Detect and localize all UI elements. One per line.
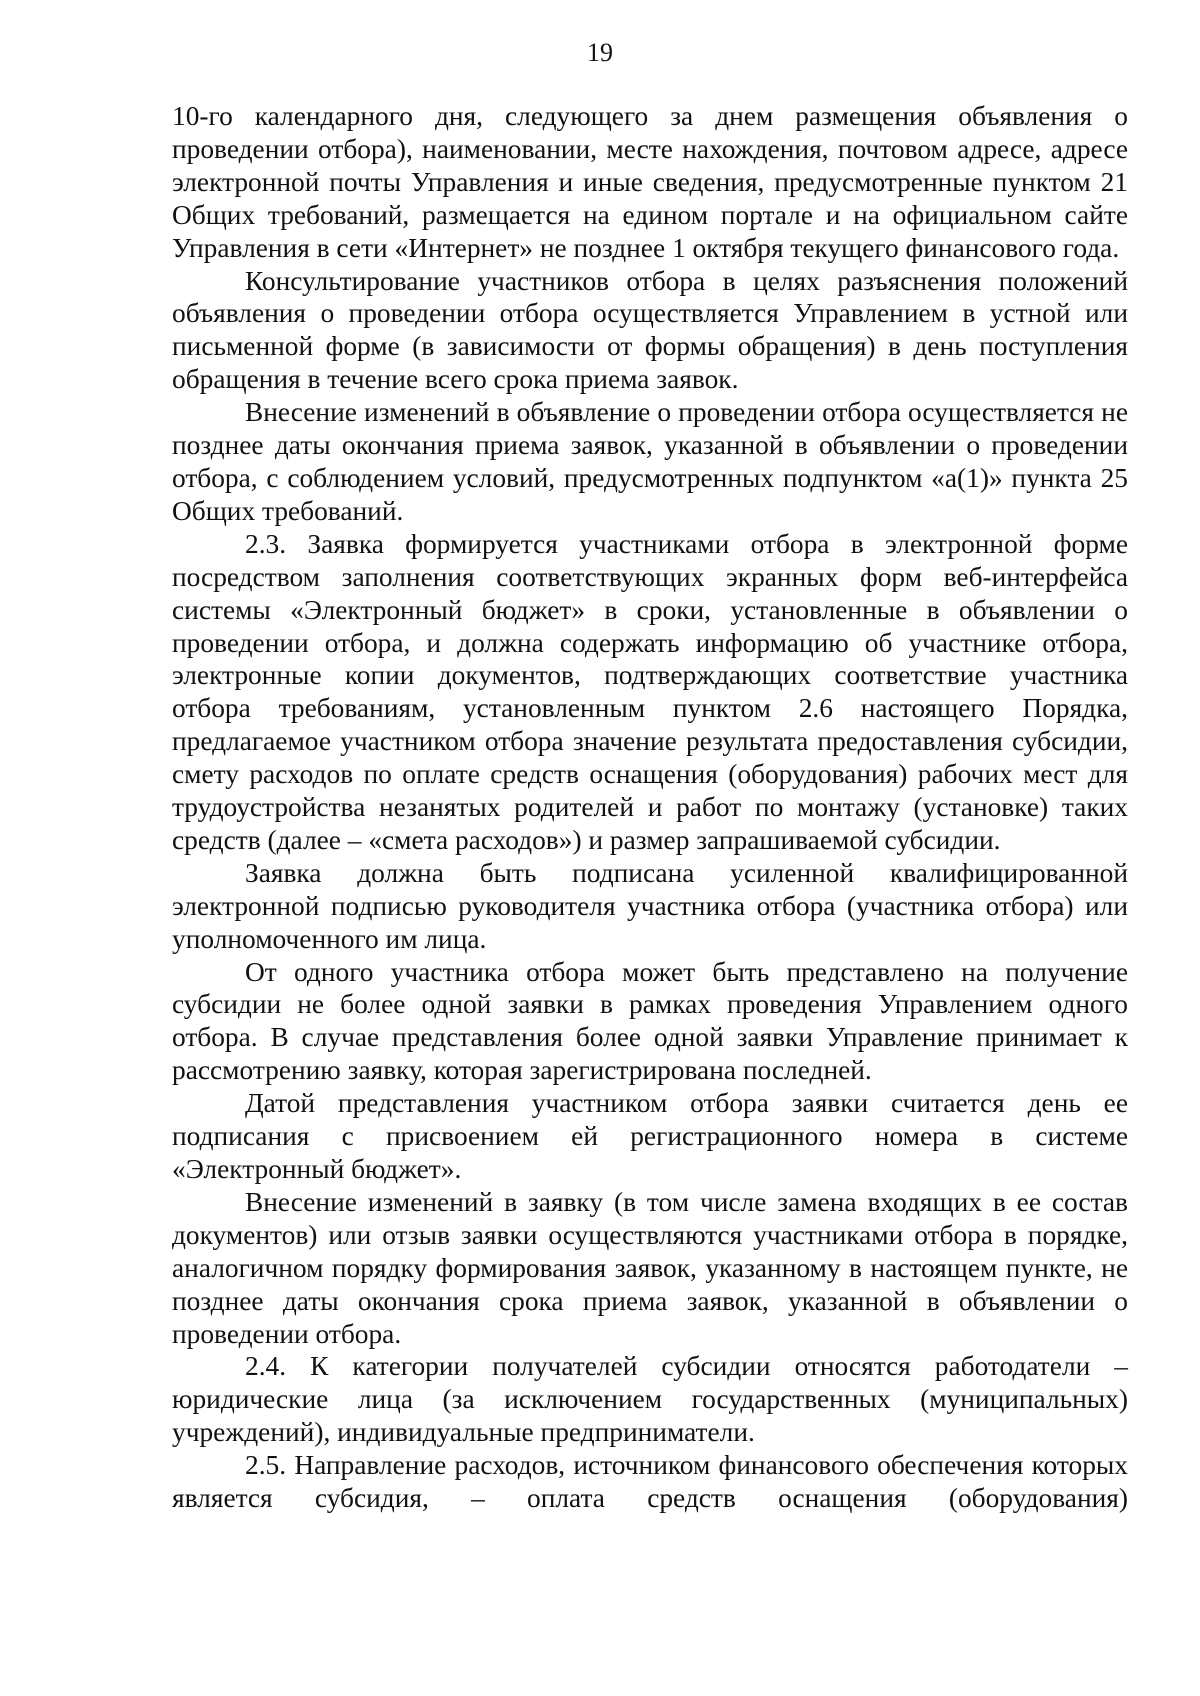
paragraph-application-signature: Заявка должна быть подписана усиленной квалифицированной электронной подписью руководителя участника отбора (участника отбора) или уполномоченного им лица.	[172, 857, 1128, 954]
paragraph-single-application: От одного участника отбора может быть представлено на получение субсидии не более одной заявки в рамках проведения Управлением одного отбора. В случае представления более одной заявки Управление принимает к рассмотрению заявку, которая зарегистрирована последней.	[172, 956, 1128, 1086]
paragraph-application-changes: Внесение изменений в заявку (в том числе замена входящих в ее состав документов) или отзыв заявки осуществляются участниками отбора в порядке, аналогичном порядку формирования заявок, указанному в настоящем пункте, не позднее даты окончания срока приема заявок, указанной в объявлении о проведении отбора.	[172, 1186, 1128, 1349]
paragraph-submission-date: Датой представления участником отбора заявки считается день ее подписания с присвоением ей регистрационного номера в системе «Электронный бюджет».	[172, 1088, 1128, 1184]
paragraph-2-4-recipients: 2.4. К категории получателей субсидии относятся работодатели – юридические лица (за исключением государственных (муниципальных) учреждений), индивидуальные предприниматели.	[172, 1351, 1128, 1448]
paragraph-announcement-publication: 10-го календарного дня, следующего за днем размещения объявления о проведении отбора), наименовании, месте нахождения, почтовом адресе, адресе электронной почты Управления и иные сведения, предусмотренные пунктом 21 Общих требований, размещается на едином портале и на официальном сайте Управления в сети «Интернет» не позднее 1 октября текущего финансового года.	[172, 101, 1128, 263]
paragraph-announcement-changes: Внесение изменений в объявление о проведении отбора осуществляется не позднее даты окончания приема заявок, указанной в объявлении о проведении отбора, с соблюдением условий, предусмотренных подпунктом «а(1)» пункта 25 Общих требований.	[172, 397, 1128, 526]
page-number: 19	[587, 38, 613, 67]
paragraph-2-3-application: 2.3. Заявка формируется участниками отбора в электронной форме посредством заполнения соответствующих экранных форм веб-интерфейса системы «Электронный бюджет» в сроки, установленные в объявлении о проведении отбора, и должна содержать информацию об участнике отбора, электронные копии документов, подтверждающих соответствие участника отбора требованиям, установленным пунктом 2.6 настоящего Порядка, предлагаемое участником отбора значение результата предоставления субсидии, смету расходов по оплате средств оснащения (оборудования) рабочих мест для трудоустройства незанятых родителей и работ по монтажу (установке) таких средств (далее – «смета расходов») и размер запрашиваемой субсидии.	[172, 528, 1128, 855]
paragraph-2-5-expenses: 2.5. Направление расходов, источником финансового обеспечения которых является субсидия, – оплата средств оснащения (оборудования)	[172, 1450, 1128, 1514]
document-body	[172, 100, 1128, 1515]
paragraph-consultation: Консультирование участников отбора в целях разъяснения положений объявления о проведении отбора осуществляется Управлением в устной или письменной форме (в зависимости от формы обращения) в день поступления обращения в течение всего срока приема заявок.	[172, 265, 1128, 395]
